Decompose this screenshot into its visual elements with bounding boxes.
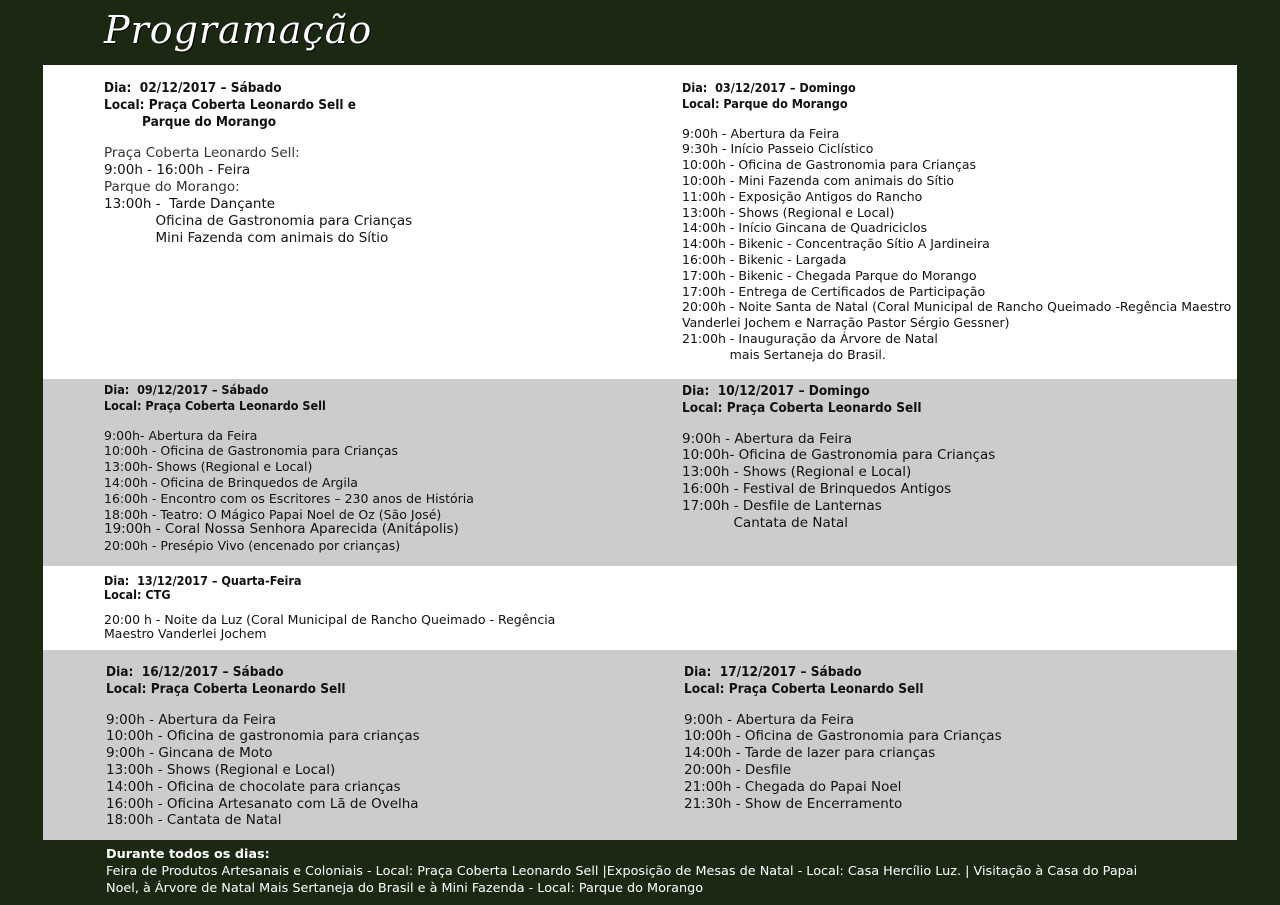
schedule-line: 9:00h - Abertura da Feira: [684, 711, 854, 728]
day-heading: Dia: 17/12/2017 – Sábado: [684, 664, 862, 680]
schedule-line: 10:00h - Oficina de Gastronomia para Crianças: [104, 443, 399, 459]
day-block-09-12: [104, 382, 474, 554]
schedule-line: 14:00h - Tarde de lazer para crianças: [684, 745, 936, 762]
schedule-line: 13:00h - Shows (Regional e Local): [682, 464, 912, 481]
day-location: Local: Praça Coberta Leonardo Sell: [104, 397, 326, 413]
day-location: Local: Praça Coberta Leonardo Sell: [106, 680, 346, 697]
day-location: Local: Praça Coberta Leonardo Sell: [682, 399, 922, 416]
footer-line: Noel, à Árvore de Natal Mais Sertaneja do Brasil e à Mini Fazenda - Local: Parque do Morango: [106, 881, 704, 896]
schedule-line: 18:00h - Cantata de Natal: [106, 812, 282, 829]
day-location: Local: Parque do Morango: [682, 95, 848, 111]
schedule-line: 13:00h - Shows (Regional e Local): [682, 204, 895, 220]
day-heading: Dia: 16/12/2017 – Sábado: [106, 664, 284, 680]
schedule-line: 10:00h - Oficina de Gastronomia para Crianças: [684, 728, 1002, 745]
day-block-16-12: [106, 664, 420, 829]
schedule-line: 14:00h - Início Gincana de Quadriciclos: [682, 220, 928, 236]
footer-line: Feira de Produtos Artesanais e Coloniais - Local: Praça Coberta Leonardo Sell |Exposição de Mesas de Natal - Local: Casa Hercílio Luz. | Visitação à Casa do Papai: [106, 864, 1138, 879]
schedule-line: 17:00h - Bikenic - Chegada Parque do Morango: [682, 267, 977, 283]
day-location: Local: Praça Coberta Leonardo Sell: [684, 680, 924, 697]
schedule-line: Parque do Morango:: [104, 179, 240, 195]
schedule-line: Oficina de Gastronomia para Crianças: [104, 213, 413, 229]
schedule-line: 21:30h - Show de Encerramento: [684, 795, 903, 812]
footer-note: [106, 846, 1226, 897]
schedule-line: 17:00h - Desfile de Lanternas: [682, 497, 882, 514]
day-block-02-12: [104, 80, 412, 247]
schedule-line: mais Sertaneja do Brasil.: [682, 346, 886, 362]
page-title: Programação: [104, 8, 373, 52]
schedule-line: 14:00h - Bikenic - Concentração Sítio A Jardineira: [682, 236, 990, 252]
schedule-line: 9:00h - Abertura da Feira: [106, 711, 276, 728]
schedule-line: 10:00h- Oficina de Gastronomia para Crianças: [682, 447, 996, 464]
schedule-line: Vanderlei Jochem e Narração Pastor Sérgio Gessner): [682, 315, 1010, 331]
schedule-line: 14:00h - Oficina de chocolate para crianças: [106, 778, 401, 795]
schedule-line: 13:00h - Tarde Dançante: [104, 196, 276, 212]
schedule-line: Maestro Vanderlei Jochem: [104, 625, 267, 641]
schedule-line: 20:00h - Noite Santa de Natal (Coral Municipal de Rancho Queimado -Regência Maestro: [682, 299, 1232, 315]
schedule-line: 10:00h - Mini Fazenda com animais do Sítio: [682, 172, 954, 188]
day-location: Local: Praça Coberta Leonardo Sell e: [104, 97, 357, 113]
day-block-17-12: [684, 664, 1002, 812]
schedule-line: 9:00h - Abertura da Feira: [682, 125, 840, 141]
day-heading: Dia: 03/12/2017 – Domingo: [682, 80, 856, 95]
schedule-line: 10:00h - Oficina de gastronomia para crianças: [106, 728, 420, 745]
schedule-line: 11:00h - Exposição Antigos do Rancho: [682, 188, 923, 204]
schedule-line: 20:00h - Desfile: [684, 761, 792, 778]
day-block-03-12: [682, 80, 1231, 363]
schedule-line: 20:00h - Presépio Vivo (encenado por crianças): [104, 538, 401, 554]
day-location: Local: CTG: [104, 586, 171, 602]
schedule-line: 19:00h - Coral Nossa Senhora Aparecida (Anitápolis): [104, 521, 459, 538]
day-heading: Dia: 09/12/2017 – Sábado: [104, 382, 269, 397]
footer-heading: Durante todos os dias:: [106, 847, 270, 862]
schedule-line: 9:00h - Gincana de Moto: [106, 745, 273, 762]
day-location-cont: Parque do Morango: [104, 114, 277, 130]
schedule-line: 16:00h - Festival de Brinquedos Antigos: [682, 480, 952, 497]
schedule-line: 21:00h - Chegada do Papai Noel: [684, 778, 902, 795]
schedule-line: 13:00h- Shows (Regional e Local): [104, 459, 313, 475]
day-heading: Dia: 13/12/2017 – Quarta-Feira: [104, 573, 302, 588]
schedule-line: 9:00h - Abertura da Feira: [682, 430, 852, 447]
schedule-line: Praça Coberta Leonardo Sell:: [104, 145, 300, 161]
schedule-line: 13:00h - Shows (Regional e Local): [106, 761, 336, 778]
schedule-line: 16:00h - Oficina Artesanato com Lã de Ovelha: [106, 795, 419, 812]
schedule-line: Cantata de Natal: [682, 514, 849, 531]
schedule-line: 17:00h - Entrega de Certificados de Participação: [682, 283, 986, 299]
schedule-line: 21:00h - Inauguração da Árvore de Natal: [682, 330, 938, 346]
schedule-line: 9:00h- Abertura da Feira: [104, 427, 258, 443]
schedule-line: 16:00h - Bikenic - Largada: [682, 251, 847, 267]
day-block-10-12: [682, 383, 995, 531]
schedule-line: 14:00h - Oficina de Brinquedos de Argila: [104, 474, 358, 490]
schedule-line: Mini Fazenda com animais do Sítio: [104, 230, 389, 246]
schedule-line: 9:30h - Início Passeio Ciclístico: [682, 141, 874, 157]
schedule-line: 9:00h - 16:00h - Feira: [104, 162, 251, 178]
day-heading: Dia: 10/12/2017 – Domingo: [682, 383, 870, 399]
schedule-line: 20:00 h - Noite da Luz (Coral Municipal de Rancho Queimado - Regência: [104, 612, 556, 627]
day-heading: Dia: 02/12/2017 – Sábado: [104, 80, 282, 96]
day-block-13-12: [104, 574, 555, 640]
schedule-line: 10:00h - Oficina de Gastronomia para Crianças: [682, 157, 977, 173]
schedule-line: 16:00h - Encontro com os Escritores – 230 anos de História: [104, 490, 474, 506]
schedule-line: 18:00h - Teatro: O Mágico Papai Noel de Oz (São José): [104, 506, 442, 522]
